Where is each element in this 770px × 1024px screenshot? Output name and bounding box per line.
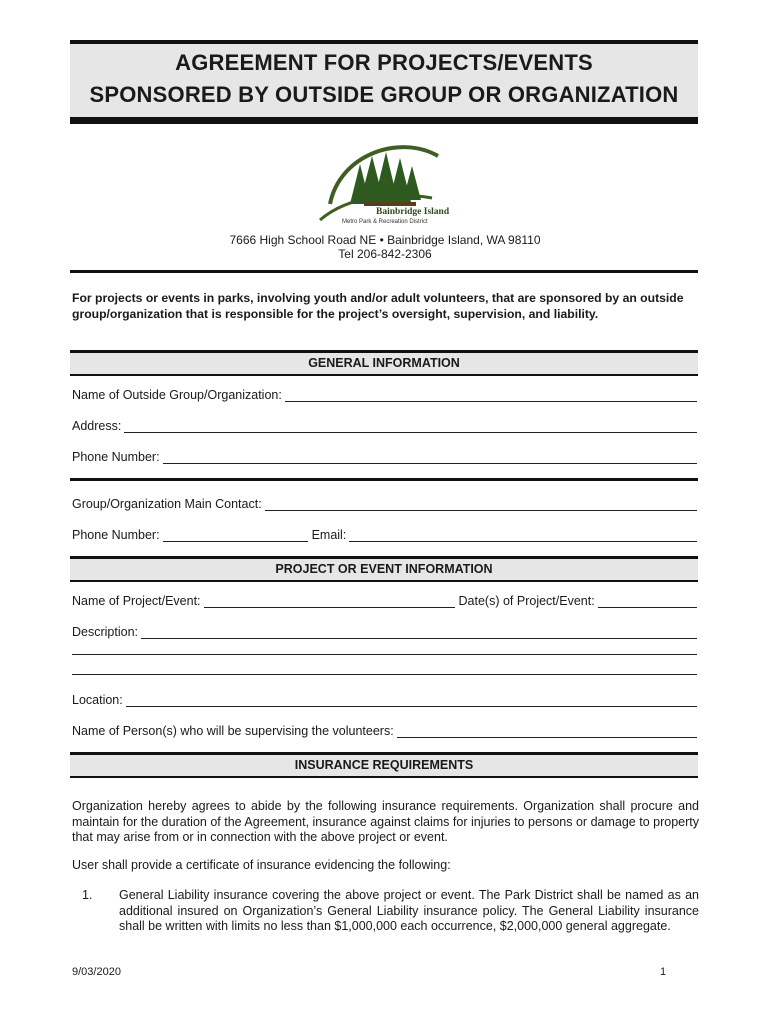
intro-text: For projects or events in parks, involving youth and/or adult volunteers, that are sponsored by an outside group/organization that is responsible for the project’s oversight, supervision, and liability.: [72, 291, 684, 321]
project-name-input-line[interactable]: [204, 596, 455, 608]
general-information-heading: GENERAL INFORMATION: [70, 350, 698, 376]
contact-phone-email-row: [72, 526, 697, 542]
footer-date: 9/03/2020: [72, 966, 121, 978]
divider: [70, 478, 698, 481]
title-line-1: AGREEMENT FOR PROJECTS/EVENTS: [175, 50, 593, 75]
project-name-dates-row: [72, 592, 697, 608]
contact-phone-input-line[interactable]: [163, 530, 308, 542]
address-label: Address:: [72, 419, 122, 433]
description-label: Description:: [72, 625, 138, 639]
email-label: Email:: [311, 528, 347, 542]
list-item: [82, 888, 699, 935]
description-field[interactable]: [72, 623, 697, 639]
phone-input-line[interactable]: [163, 452, 697, 464]
list-item-text: General Liability insurance covering the above project or event. The Park District shall be named as an additional insured on Organization’s General Liability insurance policy. The General Liability insurance shall be written with limits no less than $1,000,000 each occurrence, $2,000,000 general aggregate.: [119, 888, 699, 933]
main-contact-input-line[interactable]: [265, 499, 697, 511]
org-name-field[interactable]: [72, 386, 697, 402]
phone-line: Tel 206-842-2306: [338, 247, 432, 261]
project-information-heading: PROJECT OR EVENT INFORMATION: [70, 556, 698, 582]
insurance-requirements-heading: INSURANCE REQUIREMENTS: [70, 752, 698, 778]
document-title: [70, 40, 698, 124]
location-label: Location:: [72, 693, 123, 707]
main-contact-label: Group/Organization Main Contact:: [72, 497, 262, 511]
address-input-line[interactable]: [124, 421, 697, 433]
phone-label: Phone Number:: [72, 450, 160, 464]
title-line-2: SPONSORED BY OUTSIDE GROUP OR ORGANIZATION: [89, 82, 679, 107]
supervisor-label: Name of Person(s) who will be supervising the volunteers:: [72, 724, 394, 738]
project-dates-input-line[interactable]: [598, 596, 697, 608]
org-name-input-line[interactable]: [285, 390, 697, 402]
project-name-label: Name of Project/Event:: [72, 594, 201, 608]
description-line-2[interactable]: [72, 654, 697, 655]
insurance-paragraph: Organization hereby agrees to abide by the following insurance requirements. Organization shall procure and maintain for the duration of the Agreement, insurance against claims for injuries to persons or damage to property that may arise from or in connection with the above project or event.: [72, 799, 699, 844]
location-input-line[interactable]: [126, 695, 697, 707]
supervisor-input-line[interactable]: [397, 726, 697, 738]
location-field[interactable]: [72, 691, 697, 707]
tree-trunks: [364, 202, 416, 206]
logo-name: Bainbridge Island: [376, 207, 450, 217]
description-line-3[interactable]: [72, 674, 697, 675]
contact-phone-label: Phone Number:: [72, 528, 160, 542]
certificate-paragraph: User shall provide a certificate of insurance evidencing the following:: [72, 858, 451, 872]
address-field[interactable]: [72, 417, 697, 433]
page-number: 1: [660, 966, 667, 978]
org-name-label: Name of Outside Group/Organization:: [72, 388, 282, 402]
list-item-number: 1.: [82, 888, 93, 902]
logo-subtitle: Metro Park & Recreation District: [342, 219, 428, 225]
description-input-line[interactable]: [141, 627, 697, 639]
main-contact-field[interactable]: [72, 495, 697, 511]
supervisor-field[interactable]: [72, 722, 697, 738]
email-input-line[interactable]: [349, 530, 697, 542]
park-district-logo: [310, 134, 460, 230]
phone-field[interactable]: [72, 448, 697, 464]
divider: [70, 270, 698, 273]
project-dates-label: Date(s) of Project/Event:: [458, 594, 595, 608]
address-line: 7666 High School Road NE • Bainbridge Island, WA 98110: [229, 233, 541, 247]
